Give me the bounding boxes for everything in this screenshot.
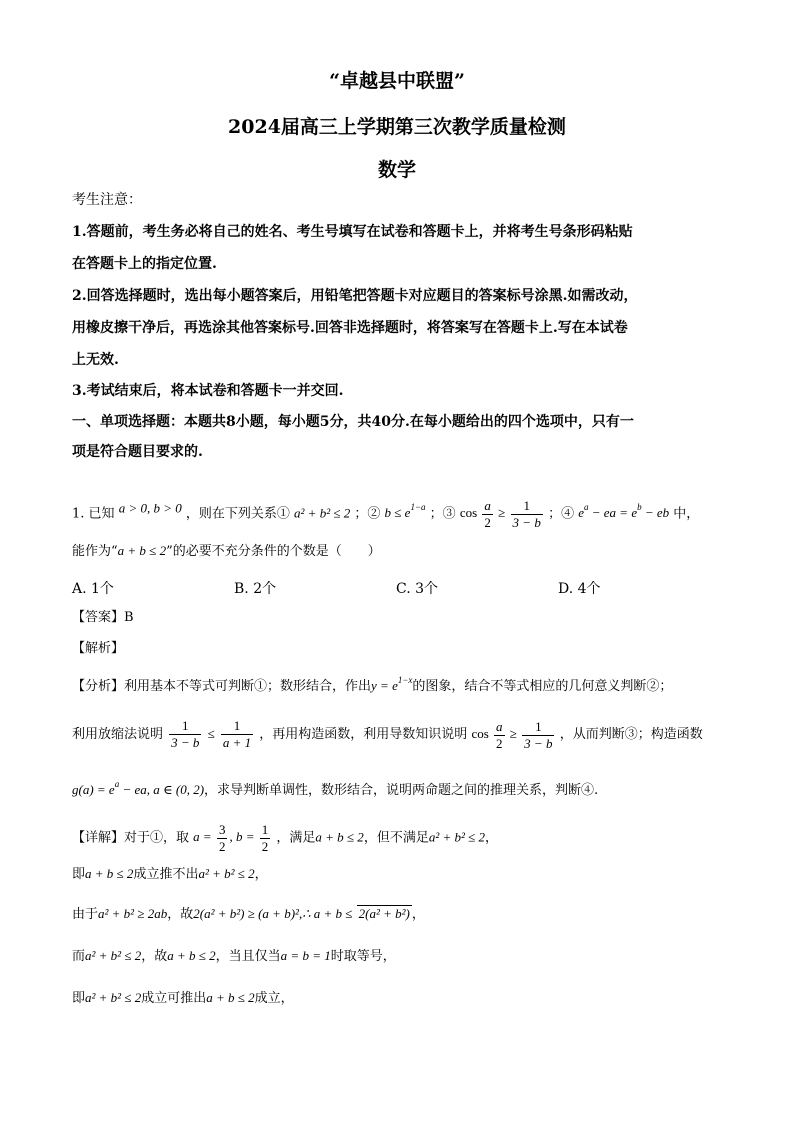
q1-sep-3: ；③ <box>429 506 456 522</box>
notice-item-2: 2.回答选择题时，选出每小题答案后，用铅笔把答题卡对应题目的答案标号涂黑.如需改动， <box>72 288 638 304</box>
option-c: C. 3个 <box>396 581 439 597</box>
notice-item-1-cont: 在答题卡上的指定位置. <box>72 256 217 272</box>
analysis-line-3: $g(a) = e^a$ − ea, a ∈ (0, 2)，求导判断单调性，数形结合，说明两命题之间的推理关系，判断④. <box>72 779 599 798</box>
notice-title: 考生注意： <box>72 192 142 208</box>
question-1-stem-cont: 能作为“a + b ≤ 2”的必要不充分条件的个数是（ ） <box>72 543 381 559</box>
analysis-g-function: $g(a) = e^a$ − ea, a ∈ (0, 2) <box>72 779 205 797</box>
section-heading-cont: 项是符合题目要求的. <box>72 444 203 460</box>
q1-relation-4: $e^a$ − ea = $e^b$ − eb <box>578 502 670 521</box>
sqrt-expression: 2(a² + b²) <box>358 906 410 921</box>
q1-mid: ，则在下列关系① <box>185 506 290 522</box>
q1-target-condition: a + b ≤ 2 <box>117 543 167 558</box>
option-a: A. 1个 <box>72 581 114 597</box>
analysis-line-1: 【分析】利用基本不等式可判断①；数形结合，作出$y = e^{1-x}$的图象，结合不等式相应的几何意义判断②； <box>72 675 673 694</box>
q1-relation-1: a² + b² ≤ 2 <box>294 505 351 521</box>
notice-item-1: 1.答题前，考生务必将自己的姓名、考生号填写在试卷和答题卡上，并将考生号条形码粘贴 <box>72 224 633 240</box>
option-d: D. 4个 <box>558 581 601 597</box>
q1-sep-4: ；④ <box>548 506 575 522</box>
q1-end: 中， <box>673 506 700 522</box>
analysis-label: 【解析】 <box>72 641 125 656</box>
analysis-function: $y = e^{1-x}$ <box>371 675 413 693</box>
notice-item-2-cont2: 上无效. <box>72 352 119 368</box>
q1-relation-2: $b \le e^{1-a}$ <box>384 502 426 521</box>
answer-label: 【答案】B <box>72 610 134 625</box>
section-heading: 一、单项选择题：本题共8小题，每小题5分，共40分.在每小题给出的四个选项中，只有一 <box>72 414 634 430</box>
detail-line-5: 即a² + b² ≤ 2成立可推出a + b ≤ 2成立， <box>72 990 294 1006</box>
analysis-line-2: 利用放缩法说明 $\frac{1}{3 - b}$ ≤ $\frac{1}{a + 1}$ ，再用构造函数，利用导数知识说明 cos $\frac{a}{2}$ ≥ $\frac{1}{3 - b}$ ，从而判断③；构造函数 <box>72 718 703 751</box>
q1-relation-3: cos $\frac{a}{2}$ ≥ $\frac{1}{3 - b}$ <box>459 498 541 530</box>
question-1-stem <box>72 498 699 531</box>
q1-prefix: 1. 已知 <box>72 506 115 522</box>
notice-item-3: 3.考试结束后，将本试卷和答题卡一并交回. <box>72 383 344 399</box>
detail-line-1: 【详解】对于①，取 a = $\frac{3}{2}$ , b = $\frac{1}{2}$ ，满足a + b ≤ 2，但不满足a² + b² ≤ 2， <box>72 822 499 854</box>
detail-tag: 【详解】 <box>72 830 125 846</box>
alliance-title: “卓越县中联盟” <box>329 70 465 92</box>
detail-line-4: 而a² + b² ≤ 2，故a + b ≤ 2，当且仅当a = b = 1时取等号， <box>72 948 396 964</box>
q1-sep-2: ；② <box>354 506 381 522</box>
q1-condition: a > 0, b > 0 <box>118 500 182 516</box>
exam-title: 2024届高三上学期第三次教学质量检测 <box>228 116 566 138</box>
subject-title: 数学 <box>377 159 416 181</box>
detail-line-2: 即a + b ≤ 2成立推不出a² + b² ≤ 2， <box>72 866 268 882</box>
detail-line-3: 由于a² + b² ≥ 2ab，故2(a² + b²) ≥ (a + b)²,∴ a + b ≤ 2(a² + b²) ， <box>72 906 425 922</box>
analysis-tag: 【分析】 <box>72 679 125 694</box>
notice-item-2-cont: 用橡皮擦干净后，再选涂其他答案标号.回答非选择题时，将答案写在答题卡上.写在本试卷 <box>72 320 628 336</box>
option-b: B. 2个 <box>234 581 277 597</box>
